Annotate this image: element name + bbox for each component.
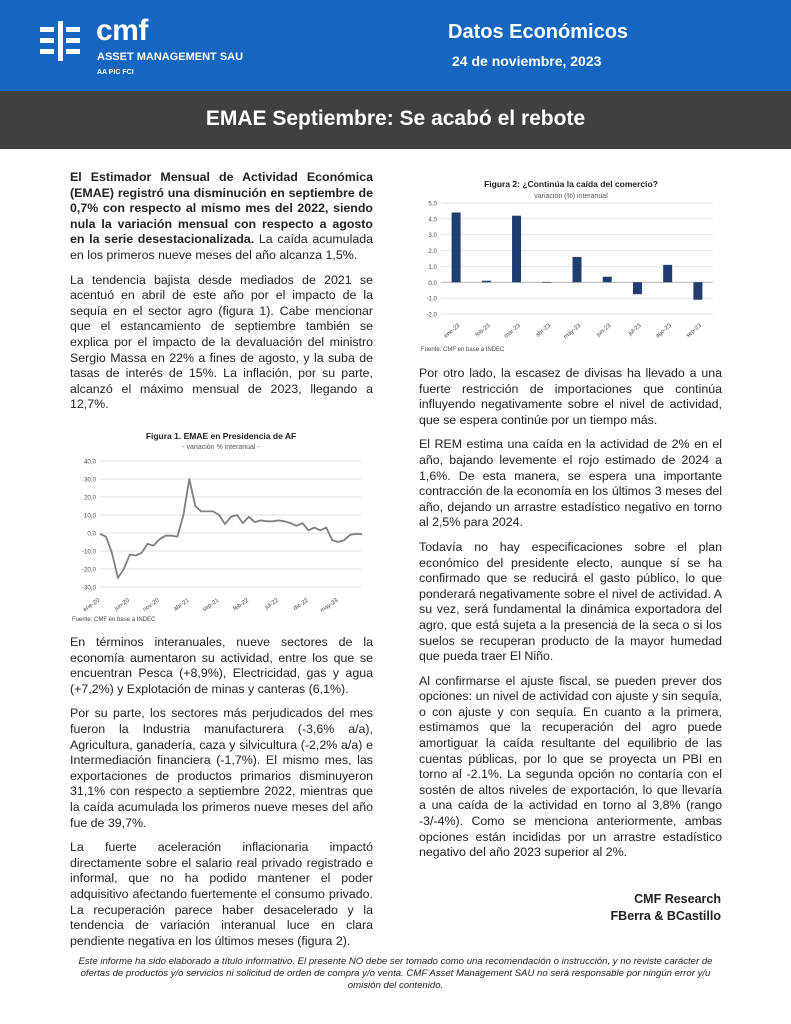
figure-2-bar-chart (419, 175, 722, 357)
figure-1-data-point (189, 479, 190, 480)
figure-1-data-point (147, 543, 148, 544)
figure-1-data-point (117, 578, 118, 579)
figure-2-xtick-label: jun-23 (595, 322, 613, 339)
figure-1-data-point (231, 516, 232, 517)
figure-1-xtick-label: may-23 (319, 597, 340, 615)
figure-2-xtick-label: jul-23 (627, 322, 643, 337)
figure-1-data-point (201, 511, 202, 512)
figure-1-source: Fuente: CMF en base a INDEC (72, 617, 156, 623)
figure-1-data-point (159, 539, 160, 540)
figure-1-data-point (284, 521, 285, 522)
figure-1-line-chart (70, 425, 373, 627)
figure-2-xtick-label: sep-23 (685, 322, 704, 340)
paragraph-inflation: La fuerte aceleración inflacionaria impactó directamente sobre el salario real privado registrado e informal, que no ha podido mantener el poder adquisitivo afectando fuertemente el consumo privado. La recuperación parece haber desacelerado y la tendencia de variación interanual luce en clara pendiente negativa en los últimos meses (figura 2). (70, 840, 373, 948)
brand-name: cmf (96, 14, 148, 47)
figure-1-data-point (106, 536, 107, 537)
figure-2-xtick-label: may-23 (563, 322, 583, 341)
figure-1-data-point (272, 521, 273, 522)
figure-1-data-point (243, 523, 244, 524)
figure-1-data-point (171, 535, 172, 536)
figure-1-data-point (248, 516, 249, 517)
figure-2-bar (633, 282, 642, 294)
figure-1-ytick-label: -10,0 (81, 548, 96, 556)
paragraph-imports: Por otro lado, la escasez de divisas ha llevado a una fuerte restricción de importaciones que continúa influyendo negativamente sobre el nivel de actividad, que se espera continúe por un tiempo más. (419, 366, 722, 427)
figure-2-ytick-label: 4.0 (428, 216, 437, 224)
figure-1-data-point (362, 534, 363, 535)
figure-1-data-point (302, 523, 303, 524)
intro-bold: El Estimador Mensual de Actividad Económica (EMAE) registró una disminución en septiembre de 0,7% con respecto al mismo mes del 2022, siendo nula la variación mensual con respecto a agosto en la serie desestacionalizada. (70, 170, 373, 247)
figure-1-ytick-label: -20,0 (81, 566, 96, 574)
figure-1-series-line (100, 479, 362, 578)
figure-2-bar (542, 282, 551, 283)
figure-1-data-point (183, 515, 184, 516)
figure-1-xtick-label: dic-22 (292, 597, 310, 613)
figure-2-source: Fuente: CMF en base a INDEC (421, 347, 505, 353)
figure-2-bar (482, 281, 491, 283)
figure-1-subtitle: - variación % interanual - (182, 444, 260, 451)
figure-1-xtick-label: ene-20 (82, 597, 102, 614)
left-column-top (70, 170, 373, 422)
header-date: 24 de noviembre, 2023 (452, 53, 602, 69)
figure-1-data-point (177, 536, 178, 537)
signature (611, 891, 721, 925)
figure-1-title: Figura 1. EMAE en Presidencia de AF (145, 431, 297, 441)
figure-2-bar (452, 213, 461, 283)
figure-2-ytick-label: -2.0 (426, 311, 437, 319)
figure-1-data-point (100, 534, 101, 535)
figure-2-bar (693, 282, 702, 299)
figure-2-subtitle: variación (%) interanual (534, 193, 608, 200)
figure-1-data-point (278, 520, 279, 521)
figure-2-xtick-label: mar-23 (503, 322, 522, 340)
paragraph-sectors-up: En términos interanuales, nueve sectores de la economía aumentaron su actividad, entre los que se encuentran Pesca (+8,9%), Electricidad, gas y agua (+7,2%) y Explotación de minas y canteras (6,1%). (70, 635, 373, 696)
figure-1-xtick-label: abr-21 (172, 597, 191, 613)
figure-1-ytick-label: 30,0 (83, 476, 96, 484)
right-column (419, 366, 722, 870)
figure-2-ytick-label: -1.0 (426, 295, 437, 303)
figure-1-data-point (260, 520, 261, 521)
figure-2-bar (512, 216, 521, 283)
figure-1-xtick-label: nov-20 (142, 597, 161, 614)
figure-1-data-point (254, 522, 255, 523)
paragraph-plan: Todavía no hay especificaciones sobre el plan económico del presidente electo, aunque sí se ha confirmado que se reducirá el gasto público, lo que ponderará negativamente sobre el nivel de actividad. A su vez, será fundamental la dinámica exportadora del agro, que está sujeta a la presencia de la seca o si los suelos se recuperan producto de la mayor humedad que pueda traer El Niño. (419, 539, 722, 664)
figure-2-ytick-label: 3.0 (428, 232, 437, 240)
paragraph-scenarios: Al confirmarse el ajuste fiscal, se pueden prever dos opciones: un nivel de actividad con ajuste y sin sequía, o con ajuste y con sequía. En cuanto a la primera, estimamos que la recuperación del agro puede amortiguar la caída resultante del equilibrio de las cuentas públicas, por lo que se proyecta un PBI en torno al -2.1%. La segunda opción no contaría con el sostén de altos niveles de exportación, lo que llevaría a una caída de la actividad en torno al 3,8% (rango -3/-4%). Como se menciona anteriormente, ambas opciones están incididas por un arrastre estadístico negativo del año 2023 superior al 2%. (419, 673, 722, 860)
brand-subtitle: ASSET MANAGEMENT SAU (97, 51, 244, 63)
figure-1-xtick-label: jun-20 (113, 597, 131, 613)
left-column-bottom (70, 635, 373, 958)
signature-authors: FBerra & BCastillo (610, 909, 721, 923)
figure-1-data-point (123, 569, 124, 570)
figure-2-ytick-label: 1.0 (428, 263, 437, 271)
figure-1-data-point (213, 511, 214, 512)
figure-1-data-point (320, 530, 321, 531)
figure-2-ytick-label: 5.0 (428, 200, 437, 208)
figure-1-xtick-label: jul-22 (264, 597, 280, 612)
figure-2-xtick-label: feb-23 (474, 322, 492, 339)
figure-1-xtick-label: feb-22 (232, 597, 251, 613)
figure-1-ytick-label: 40,0 (83, 458, 96, 466)
figure-1-ytick-label: 10,0 (83, 512, 96, 520)
figure-1-data-point (314, 527, 315, 528)
figure-1-data-point (332, 540, 333, 541)
figure-2-title: Figura 2: ¿Continúa la caída del comercio? (484, 179, 658, 189)
figure-2-bar (573, 257, 582, 282)
cmf-logo-icon (40, 21, 80, 61)
figure-1-data-point (338, 542, 339, 543)
paragraph-intro (70, 170, 373, 264)
figure-1-ytick-label: -30,0 (81, 584, 96, 592)
figure-1-data-point (195, 506, 196, 507)
figure-1-data-point (225, 524, 226, 525)
figure-1-data-point (112, 552, 113, 553)
figure-2-xtick-label: ene-23 (443, 322, 462, 340)
figure-1-data-point (135, 555, 136, 556)
figure-2-bar (603, 277, 612, 283)
figure-1-data-point (290, 523, 291, 524)
figure-2-xtick-label: abr-23 (534, 322, 553, 339)
disclaimer: Este informe ha sido elaborado a título informativo. El presente NO debe ser tomado como una recomendación o instrucción, y no reviste carácter de ofertas de productos y/o servicios ni solicitud de orden de compra y/o venta. CMF Asset Management SAU no será responsable por ningún error y/u omisión del contenido. (78, 956, 713, 991)
figure-1-data-point (350, 534, 351, 535)
figure-1-data-point (219, 515, 220, 516)
header-title: Datos Económicos (448, 21, 629, 43)
paragraph-rem: El REM estima una caída en la actividad de 2% en el año, bajando levemente el rojo estimado de 2024 a 1,6%. De esta manera, se espera una importante contracción de la economía en los últimos 3 meses del año, dejando un arrastre estadístico negativo en torno al 2,5% para 2024. (419, 437, 722, 530)
figure-1-data-point (308, 530, 309, 531)
figure-1-xtick-label: sep-21 (201, 597, 221, 614)
report-title: EMAE Septiembre: Se acabó el rebote (205, 107, 586, 130)
brand-subtitle-small: AA PIC FCI (97, 69, 134, 76)
paragraph-trend: La tendencia bajista desde mediados de 2021 se acentuó en abril de este año por el impacto de la sequía en el sector agro (figura 1). Cabe mencionar que el estancamiento de septiembre también se explica por el impacto de la devaluación del ministro Sergio Massa en 22% a fines de agosto, y la suba de tasas de interés de 15%. La inflación, por su parte, alcanzó el máximo mensual de 2023, llegando a 12,7%. (70, 272, 373, 412)
figure-1-data-point (266, 521, 267, 522)
figure-2-bar (663, 265, 672, 282)
signature-team: CMF Research (634, 892, 721, 906)
figure-1-data-point (207, 511, 208, 512)
figure-1-data-point (141, 552, 142, 553)
intro-rest: La caída acumulada en los primeros nueve meses del año alcanza 1,5%. (70, 232, 373, 262)
figure-1-data-point (356, 534, 357, 535)
figure-1-data-point (237, 515, 238, 516)
figure-1-data-point (296, 525, 297, 526)
figure-2-xtick-label: ago-23 (654, 322, 673, 340)
figure-2-ytick-label: 0.0 (428, 279, 437, 287)
figure-1-data-point (326, 527, 327, 528)
figure-1-data-point (129, 554, 130, 555)
figure-1-data-point (153, 545, 154, 546)
figure-1-data-point (344, 540, 345, 541)
figure-1-data-point (165, 535, 166, 536)
paragraph-sectors-down: Por su parte, los sectores más perjudicados del mes fueron la Industria manufacturera (-3,6% a/a), Agricultura, ganadería, caza y silvicultura (-2,2% a/a) e Intermediación financiera (-1,7%). El mismo mes, las exportaciones de productos primarios disminuyeron 31,1% con respecto a septiembre 2022, mientras que la caída acumulada los primeros nueve meses del año fue de 39,7%. (70, 706, 373, 830)
figure-2-ytick-label: 2.0 (428, 248, 437, 256)
figure-1-ytick-label: 0,0 (87, 530, 96, 538)
figure-1-ytick-label: 20,0 (83, 494, 96, 502)
